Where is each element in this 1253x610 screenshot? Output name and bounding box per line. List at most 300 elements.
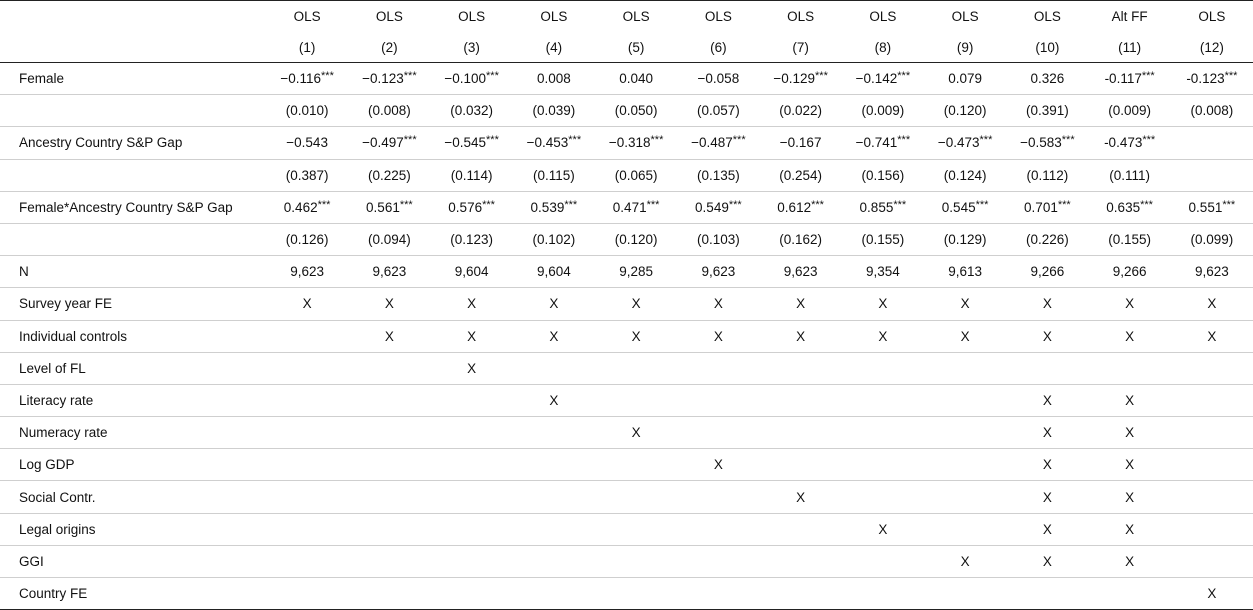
standard-error-cell: (0.050) — [595, 95, 677, 127]
control-mark-cell: X — [1089, 481, 1171, 513]
standard-error-row — [0, 223, 1253, 255]
observations-cell: 9,623 — [348, 256, 430, 288]
standard-error-cell: (0.032) — [431, 95, 513, 127]
control-mark-cell — [842, 384, 924, 416]
standard-error-cell: (0.155) — [1089, 223, 1171, 255]
control-mark-cell: X — [431, 288, 513, 320]
control-mark-cell — [513, 449, 595, 481]
control-mark-cell — [1171, 449, 1253, 481]
coefficient-value: 0.079 — [948, 71, 983, 87]
control-mark-cell — [842, 417, 924, 449]
control-mark-cell: X — [348, 320, 430, 352]
row-label: Individual controls — [0, 320, 266, 352]
control-mark-cell — [842, 481, 924, 513]
control-mark-cell — [677, 545, 759, 577]
control-mark-cell: X — [924, 320, 1006, 352]
significance-stars: *** — [1142, 134, 1156, 147]
coefficient-cell — [266, 191, 348, 223]
control-mark-cell: X — [1006, 320, 1088, 352]
standard-error-cell: (0.225) — [348, 159, 430, 191]
coefficient-cell — [266, 127, 348, 159]
control-mark-cell — [842, 578, 924, 610]
column-method-header: OLS — [513, 1, 595, 33]
row-label: Log GDP — [0, 449, 266, 481]
standard-error-cell: (0.010) — [266, 95, 348, 127]
coefficient-cell — [924, 191, 1006, 223]
control-mark-cell — [924, 352, 1006, 384]
standard-error-cell: (0.094) — [348, 223, 430, 255]
column-method-header: OLS — [595, 1, 677, 33]
coefficient-value: 0.635 — [1106, 199, 1141, 215]
column-number-header: (10) — [1006, 32, 1088, 63]
control-mark-cell: X — [595, 320, 677, 352]
control-mark-cell: X — [924, 288, 1006, 320]
control-mark-cell: X — [513, 288, 595, 320]
standard-error-cell: (0.022) — [760, 95, 842, 127]
control-row — [0, 288, 1253, 320]
significance-stars: *** — [815, 70, 828, 83]
coefficient-cell — [1089, 63, 1171, 95]
control-mark-cell — [842, 545, 924, 577]
observations-cell: 9,354 — [842, 256, 924, 288]
control-mark-cell: X — [1006, 545, 1088, 577]
observations-cell: 9,613 — [924, 256, 1006, 288]
coefficient-value: -0.117 — [1104, 71, 1142, 87]
standard-error-cell: (0.065) — [595, 159, 677, 191]
coefficient-value: −0.473 — [937, 135, 980, 151]
control-mark-cell — [1089, 578, 1171, 610]
significance-stars: *** — [568, 134, 582, 147]
control-mark-cell — [266, 449, 348, 481]
coefficient-cell — [1171, 63, 1253, 95]
control-mark-cell: X — [513, 384, 595, 416]
coefficient-value: 0.549 — [695, 199, 729, 215]
coefficient-cell — [431, 63, 513, 95]
control-mark-cell — [513, 513, 595, 545]
control-mark-cell — [266, 578, 348, 610]
observations-row — [0, 256, 1253, 288]
row-label: Numeracy rate — [0, 417, 266, 449]
column-number-header: (11) — [1089, 32, 1171, 63]
coefficient-value: −0.453 — [526, 135, 569, 151]
coefficient-cell — [677, 127, 759, 159]
control-mark-cell: X — [1089, 449, 1171, 481]
significance-stars: *** — [893, 198, 907, 211]
row-label: Female — [0, 63, 266, 95]
table-body — [0, 1, 1253, 610]
control-mark-cell — [760, 417, 842, 449]
coefficient-value: −0.741 — [855, 135, 898, 151]
control-mark-cell: X — [431, 320, 513, 352]
standard-error-cell: (0.099) — [1171, 223, 1253, 255]
header-label-cell — [0, 32, 266, 63]
coefficient-value: −0.058 — [697, 71, 740, 87]
control-mark-cell — [595, 578, 677, 610]
standard-error-cell: (0.057) — [677, 95, 759, 127]
control-mark-cell — [677, 513, 759, 545]
control-row — [0, 513, 1253, 545]
standard-error-cell: (0.112) — [1006, 159, 1088, 191]
control-mark-cell — [348, 513, 430, 545]
control-mark-cell — [760, 545, 842, 577]
coefficient-row — [0, 63, 1253, 95]
control-mark-cell — [595, 513, 677, 545]
significance-stars: *** — [979, 134, 993, 147]
coefficient-row — [0, 191, 1253, 223]
control-mark-cell: X — [1089, 288, 1171, 320]
coefficient-cell — [595, 63, 677, 95]
significance-stars: *** — [897, 134, 911, 147]
control-mark-cell — [760, 384, 842, 416]
control-mark-cell: X — [760, 320, 842, 352]
significance-stars: *** — [486, 70, 499, 83]
control-mark-cell — [595, 352, 677, 384]
significance-stars: *** — [1222, 198, 1236, 211]
control-mark-cell: X — [1089, 417, 1171, 449]
control-mark-cell — [431, 417, 513, 449]
control-mark-cell — [595, 449, 677, 481]
control-mark-cell — [1171, 545, 1253, 577]
standard-error-cell: (0.103) — [677, 223, 759, 255]
coefficient-cell — [431, 191, 513, 223]
control-mark-cell — [431, 449, 513, 481]
control-mark-cell — [266, 417, 348, 449]
coefficient-value: 0.855 — [859, 199, 894, 215]
column-number-header: (2) — [348, 32, 430, 63]
standard-error-cell: (0.129) — [924, 223, 1006, 255]
column-number-header: (5) — [595, 32, 677, 63]
control-mark-cell — [348, 449, 430, 481]
control-mark-cell — [760, 578, 842, 610]
control-mark-cell: X — [842, 513, 924, 545]
standard-error-cell: (0.111) — [1089, 159, 1171, 191]
coefficient-value: 0.612 — [777, 199, 812, 215]
column-method-header: OLS — [760, 1, 842, 33]
row-label: Country FE — [0, 578, 266, 610]
coefficient-cell — [513, 63, 595, 95]
control-mark-cell — [760, 352, 842, 384]
control-mark-cell — [677, 352, 759, 384]
significance-stars: *** — [975, 198, 989, 211]
control-mark-cell — [431, 545, 513, 577]
control-mark-cell — [348, 481, 430, 513]
control-mark-cell: X — [513, 320, 595, 352]
control-row — [0, 449, 1253, 481]
control-mark-cell — [348, 578, 430, 610]
standard-error-cell: (0.115) — [513, 159, 595, 191]
standard-error-cell: (0.039) — [513, 95, 595, 127]
row-label: Survey year FE — [0, 288, 266, 320]
standard-error-cell: (0.135) — [677, 159, 759, 191]
significance-stars: *** — [646, 198, 660, 211]
significance-stars: *** — [897, 70, 911, 83]
coefficient-cell — [1006, 191, 1088, 223]
control-mark-cell: X — [1089, 513, 1171, 545]
observations-cell: 9,285 — [595, 256, 677, 288]
column-method-header: OLS — [348, 1, 430, 33]
column-number-header: (1) — [266, 32, 348, 63]
row-label: Literacy rate — [0, 384, 266, 416]
control-mark-cell — [842, 352, 924, 384]
column-method-header: OLS — [1171, 1, 1253, 33]
coefficient-value: 0.471 — [612, 199, 647, 215]
standard-error-cell: (0.102) — [513, 223, 595, 255]
standard-error-cell: (0.155) — [842, 223, 924, 255]
coefficient-value: -0.473 — [1104, 135, 1143, 151]
control-mark-cell: X — [595, 288, 677, 320]
coefficient-value: −0.129 — [773, 71, 816, 87]
control-mark-cell — [266, 513, 348, 545]
control-mark-cell — [266, 320, 348, 352]
column-method-header: OLS — [842, 1, 924, 33]
control-mark-cell — [924, 417, 1006, 449]
control-mark-cell — [266, 384, 348, 416]
control-mark-cell — [431, 513, 513, 545]
standard-error-cell: (0.391) — [1006, 95, 1088, 127]
control-mark-cell — [1171, 481, 1253, 513]
row-label: Ancestry Country S&P Gap — [0, 127, 266, 159]
control-mark-cell — [1006, 578, 1088, 610]
column-method-header: OLS — [1006, 1, 1088, 33]
empty-label-cell — [0, 159, 266, 191]
control-mark-cell: X — [1006, 513, 1088, 545]
control-mark-cell — [348, 384, 430, 416]
column-number-header: (6) — [677, 32, 759, 63]
control-mark-cell: X — [1089, 384, 1171, 416]
significance-stars: *** — [317, 198, 331, 211]
control-mark-cell: X — [842, 288, 924, 320]
control-mark-cell: X — [1006, 384, 1088, 416]
control-mark-cell: X — [677, 320, 759, 352]
control-mark-cell — [760, 449, 842, 481]
control-mark-cell: X — [1089, 545, 1171, 577]
control-mark-cell — [266, 352, 348, 384]
column-number-header: (7) — [760, 32, 842, 63]
control-mark-cell: X — [1089, 320, 1171, 352]
coefficient-cell — [842, 191, 924, 223]
coefficient-value: −0.116 — [280, 71, 322, 87]
control-mark-cell — [677, 417, 759, 449]
coefficient-cell — [348, 63, 430, 95]
control-row — [0, 481, 1253, 513]
column-method-header: Alt FF — [1089, 1, 1171, 33]
standard-error-cell: (0.254) — [760, 159, 842, 191]
row-label: GGI — [0, 545, 266, 577]
coefficient-cell — [760, 127, 842, 159]
header-method-row — [0, 1, 1253, 33]
observations-cell: 9,604 — [513, 256, 595, 288]
column-number-header: (4) — [513, 32, 595, 63]
coefficient-cell — [924, 63, 1006, 95]
coefficient-cell — [1089, 127, 1171, 159]
coefficient-value: −0.318 — [608, 135, 651, 151]
control-mark-cell — [924, 513, 1006, 545]
standard-error-cell: (0.009) — [1089, 95, 1171, 127]
standard-error-cell: (0.120) — [595, 223, 677, 255]
control-row — [0, 417, 1253, 449]
column-number-header: (8) — [842, 32, 924, 63]
control-mark-cell — [595, 384, 677, 416]
standard-error-cell: (0.226) — [1006, 223, 1088, 255]
control-row — [0, 578, 1253, 610]
row-label: N — [0, 256, 266, 288]
header-number-row — [0, 32, 1253, 63]
coefficient-cell — [760, 191, 842, 223]
coefficient-cell — [677, 63, 759, 95]
control-mark-cell: X — [348, 288, 430, 320]
coefficient-cell — [924, 127, 1006, 159]
significance-stars: *** — [1141, 70, 1155, 83]
column-method-header: OLS — [677, 1, 759, 33]
control-row — [0, 384, 1253, 416]
control-mark-cell — [842, 449, 924, 481]
coefficient-cell — [677, 191, 759, 223]
row-label: Female*Ancestry Country S&P Gap — [0, 191, 266, 223]
coefficient-value: 0.701 — [1024, 199, 1058, 215]
coefficient-cell — [348, 127, 430, 159]
standard-error-cell: (0.120) — [924, 95, 1006, 127]
control-mark-cell — [924, 449, 1006, 481]
standard-error-cell: (0.126) — [266, 223, 348, 255]
standard-error-cell: (0.162) — [760, 223, 842, 255]
control-mark-cell — [1171, 417, 1253, 449]
empty-label-cell — [0, 95, 266, 127]
standard-error-cell: (0.387) — [266, 159, 348, 191]
row-label: Legal origins — [0, 513, 266, 545]
coefficient-value: −0.487 — [691, 135, 733, 151]
control-mark-cell — [924, 384, 1006, 416]
significance-stars: *** — [1057, 198, 1071, 211]
control-mark-cell — [677, 384, 759, 416]
standard-error-cell: (0.124) — [924, 159, 1006, 191]
control-mark-cell: X — [677, 288, 759, 320]
coefficient-value: -0.123 — [1186, 71, 1225, 87]
coefficient-value: 0.462 — [283, 199, 318, 215]
control-mark-cell — [431, 384, 513, 416]
observations-cell: 9,266 — [1089, 256, 1171, 288]
coefficient-cell — [760, 63, 842, 95]
control-mark-cell: X — [677, 449, 759, 481]
significance-stars: *** — [1061, 134, 1075, 147]
coefficient-value: −0.142 — [855, 71, 898, 87]
coefficient-cell — [842, 127, 924, 159]
control-mark-cell — [595, 545, 677, 577]
row-label: Level of FL — [0, 352, 266, 384]
significance-stars: *** — [1140, 198, 1153, 211]
significance-stars: *** — [403, 70, 417, 83]
significance-stars: *** — [482, 198, 495, 211]
significance-stars: *** — [732, 134, 746, 147]
coefficient-cell — [1171, 191, 1253, 223]
standard-error-cell: (0.114) — [431, 159, 513, 191]
control-row — [0, 320, 1253, 352]
coefficient-value: 0.008 — [536, 71, 571, 87]
control-mark-cell: X — [1006, 449, 1088, 481]
control-mark-cell: X — [1006, 481, 1088, 513]
observations-cell: 9,604 — [431, 256, 513, 288]
coefficient-cell — [348, 191, 430, 223]
significance-stars: *** — [811, 198, 824, 211]
control-mark-cell — [513, 578, 595, 610]
coefficient-cell — [595, 191, 677, 223]
control-mark-cell — [595, 481, 677, 513]
observations-cell: 9,623 — [677, 256, 759, 288]
control-mark-cell: X — [595, 417, 677, 449]
control-mark-cell — [513, 481, 595, 513]
control-mark-cell — [513, 545, 595, 577]
significance-stars: *** — [403, 134, 417, 147]
control-mark-cell — [1089, 352, 1171, 384]
column-number-header: (12) — [1171, 32, 1253, 63]
column-method-header: OLS — [431, 1, 513, 33]
row-label: Social Contr. — [0, 481, 266, 513]
significance-stars: *** — [1224, 70, 1238, 83]
control-mark-cell — [431, 481, 513, 513]
standard-error-cell: (0.123) — [431, 223, 513, 255]
control-mark-cell — [1171, 352, 1253, 384]
coefficient-cell — [595, 127, 677, 159]
control-mark-cell: X — [842, 320, 924, 352]
coefficient-value: −0.167 — [779, 135, 822, 151]
coefficient-value: −0.545 — [444, 135, 487, 151]
column-number-header: (3) — [431, 32, 513, 63]
coefficient-value: 0.545 — [941, 199, 976, 215]
coefficient-cell — [513, 191, 595, 223]
standard-error-cell: (0.009) — [842, 95, 924, 127]
control-mark-cell: X — [1171, 320, 1253, 352]
coefficient-cell — [1006, 63, 1088, 95]
standard-error-cell: (0.156) — [842, 159, 924, 191]
control-mark-cell — [348, 417, 430, 449]
coefficient-cell — [1171, 127, 1253, 159]
coefficient-value: 0.576 — [448, 199, 483, 215]
header-label-cell — [0, 1, 266, 33]
control-mark-cell — [513, 417, 595, 449]
control-row — [0, 545, 1253, 577]
control-mark-cell — [924, 481, 1006, 513]
observations-cell: 9,623 — [1171, 256, 1253, 288]
significance-stars: *** — [564, 198, 578, 211]
standard-error-cell: (0.008) — [348, 95, 430, 127]
coefficient-cell — [266, 63, 348, 95]
coefficient-value: 0.539 — [530, 199, 565, 215]
significance-stars: *** — [650, 134, 664, 147]
standard-error-row — [0, 95, 1253, 127]
control-mark-cell: X — [431, 352, 513, 384]
control-mark-cell: X — [1171, 578, 1253, 610]
coefficient-value: 0.040 — [619, 71, 654, 87]
control-mark-cell — [760, 513, 842, 545]
empty-label-cell — [0, 223, 266, 255]
control-mark-cell — [348, 352, 430, 384]
coefficient-cell — [513, 127, 595, 159]
control-mark-cell: X — [1006, 288, 1088, 320]
coefficient-cell — [1089, 191, 1171, 223]
control-mark-cell — [348, 545, 430, 577]
significance-stars: *** — [321, 70, 334, 83]
control-mark-cell: X — [760, 288, 842, 320]
coefficient-cell — [1006, 127, 1088, 159]
control-mark-cell — [1171, 513, 1253, 545]
standard-error-row — [0, 159, 1253, 191]
coefficient-value: −0.497 — [362, 135, 404, 151]
control-mark-cell — [677, 481, 759, 513]
control-mark-cell: X — [266, 288, 348, 320]
control-mark-cell: X — [1006, 417, 1088, 449]
control-mark-cell — [677, 578, 759, 610]
coefficient-value: 0.551 — [1188, 199, 1223, 215]
coefficient-value: −0.543 — [286, 135, 328, 151]
